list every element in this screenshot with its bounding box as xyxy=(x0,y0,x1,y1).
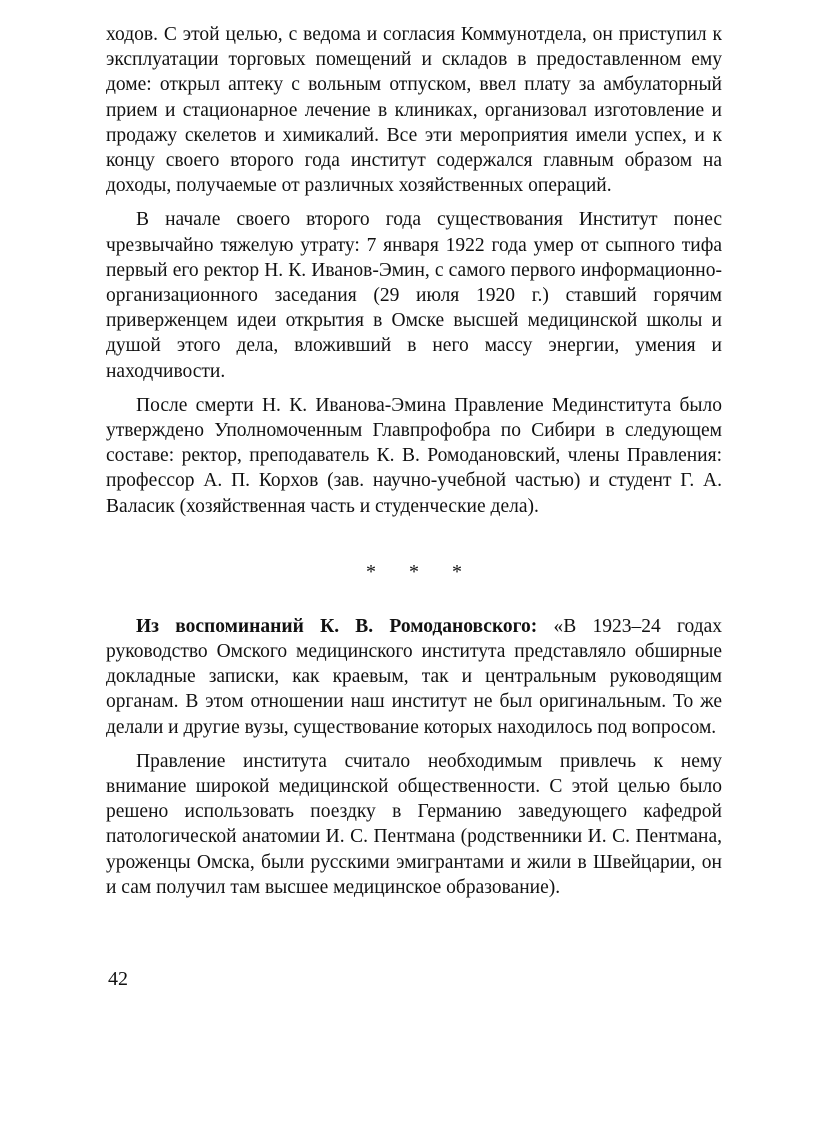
paragraph-2: В начале своего второго года существования Институт понес чрезвычайно тяжелую утрату: 7 января 1922 года умер от сыпного тифа первый его ректор Н. К. Иванов-Эмин, с самого первого информационно-организационного заседания (29 июля 1920 г.) ставший горячим приверженцем идеи открытия в Омске высшей медицинской школы и душой этого дела, вложивший в него массу энергии, умения и находчивости. xyxy=(106,209,722,382)
memoir-paragraph-2: Правление института считало необходимым привлечь к нему внимание широкой медицинской общественности. С этой целью было решено использовать поездку в Германию заведующего кафедрой патологической анатомии И. С. Пентмана (родственники И. С. Пентмана, уроженцы Омска, были русскими эмигрантами и жили в Швейцарии, он и сам получил там высшее медицинское образование). xyxy=(106,750,722,898)
memoir-text: «В 1923–24 годах руководство Омского медицинского института представляло обширные докладные записки, как краевым, так и центральным руководящим органам. В этом отношении наш институт не был оригинальным. То же делали и другие вузы, существование которых находилось под вопросом. xyxy=(106,615,722,738)
paragraph-3: После смерти Н. К. Иванова-Эмина Правление Мединститута было утверждено Уполномоченным Главпрофобра по Сибири в следующем составе: ректор, преподаватель К. В. Ромодановский, члены Правления: профессор А. П. Корхов (зав. научно-учебной частью) и студент Г. А. Валасик (хозяйственная часть и студенческие дела). xyxy=(106,394,722,517)
memoir-paragraph-1 xyxy=(106,614,722,740)
section-separator: * * * xyxy=(366,560,476,583)
paragraph-1: ходов. С этой целью, с ведома и согласия Коммунотдела, он приступил к эксплуатации торговых помещений и складов в предоставленном ему доме: открыл аптеку с вольным отпуском, ввел плату за амбулаторный прием и стационарное лечение в клиниках, организовал изготовление и продажу скелетов и химикалий. Все эти мероприятия имели успех, и к концу своего второго года институт содержался главным образом на доходы, получаемые от различных хозяйственных операций. xyxy=(106,24,722,197)
page-number: 42 xyxy=(108,968,128,990)
memoir-lead: Из воспоминаний К. В. Ромодановского: xyxy=(136,615,538,637)
page-body xyxy=(106,22,722,900)
